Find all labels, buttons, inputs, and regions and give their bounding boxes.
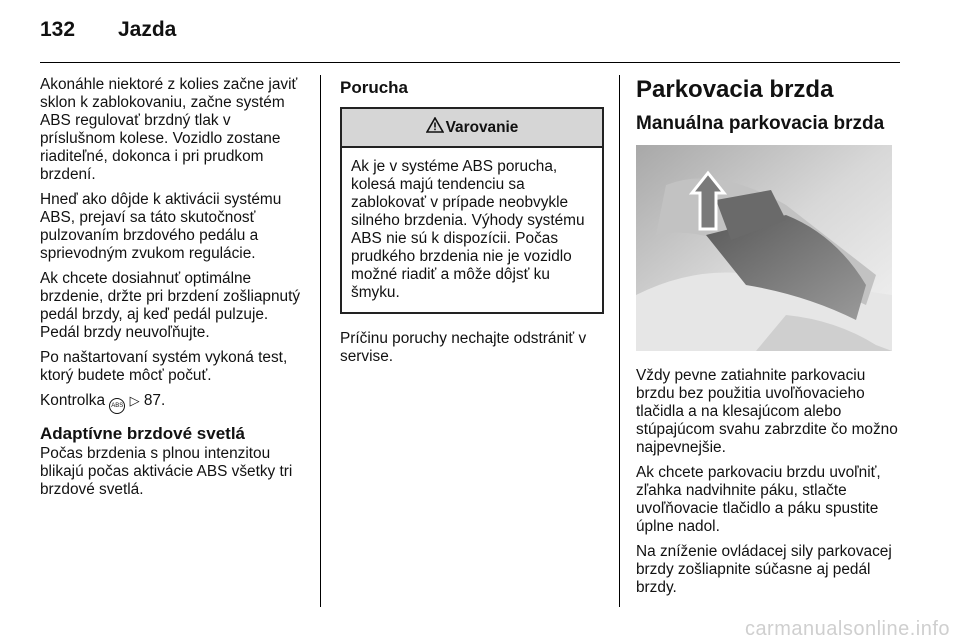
page-reference-arrow-icon: ▷ [129, 393, 140, 408]
warning-text: Ak je v systéme ABS porucha, kolesá majú tendenciu sa zablokovať v prípade neobvykle silného brzdenia. Výhody systému ABS nie sú k dispozícii. Počas prudkého brzdenia nie je vozidlo možné riadiť a môže dôjsť ku šmyku. [351, 158, 585, 301]
column-parking-brake [636, 76, 904, 604]
paragraph: Príčinu poruchy nechajte odstrániť v servise. [340, 330, 587, 365]
paragraph: Vždy pevne zatiahnite parkovaciu brzdu bez použitia uvoľňovacieho tlačidla a na klesajúcom alebo stúpajúcom svahu zabrzdite čo možno najpevnejšie. [636, 367, 898, 456]
paragraph: Hneď ako dôjde k aktivácii systému ABS, prejaví sa táto skutočnosť pulzovaním brzdového pedálu a sprievodným zvukom regulácie. [40, 191, 282, 262]
warning-triangle-icon [426, 117, 444, 138]
page-reference: 87. [143, 392, 166, 409]
heading-parking-brake: Parkovacia brzda [636, 76, 834, 103]
control-light-reference [40, 392, 306, 414]
column-fault [340, 76, 604, 366]
abs-warning-icon: ABS [109, 398, 125, 414]
watermark: carmanualsonline.info [744, 618, 950, 640]
column-abs [40, 76, 306, 506]
warning-box [340, 107, 604, 314]
column-divider-2 [619, 75, 620, 607]
header-rule [40, 62, 900, 63]
subheading-fault: Porucha [340, 78, 409, 97]
paragraph: Ak chcete parkovaciu brzdu uvoľniť, zľahka nadvihnite páku, stlačte uvoľňovacie tlačidlo a páku spustite úplne nadol. [636, 464, 881, 535]
paragraph: Po naštartovaní systém vykoná test, ktorý budete môcť počuť. [40, 349, 288, 384]
paragraph: Akonáhle niektoré z kolies začne javiť sklon k zablokovaniu, začne systém ABS regulovať brzdný tlak v príslušnom kolese. Vozidlo zostane riaditeľné, dokonca i pri prudkom brzdení. [40, 76, 298, 183]
section-title: Jazda [118, 18, 177, 41]
subheading-manual-parking-brake: Manuálna parkovacia brzda [636, 113, 885, 134]
paragraph: Na zníženie ovládacej sily parkovacej brzdy zošliapnite súčasne aj pedál brzdy. [636, 543, 892, 596]
page-number: 132 [40, 18, 76, 41]
warning-title: Varovanie [445, 118, 519, 136]
parking-brake-lever-photo [636, 145, 892, 351]
paragraph: Ak chcete dosiahnuť optimálne brzdenie, držte pri brzdení zošliapnutý pedál brzdy, aj keď pedál pulzuje. Pedál brzdy neuvoľňujte. [40, 270, 301, 341]
control-light-label: Kontrolka [40, 392, 106, 409]
paragraph: Počas brzdenia s plnou intenzitou blikajú počas aktivácie ABS všetky tri brzdové svetlá. [40, 445, 293, 498]
column-divider-1 [320, 75, 321, 607]
subheading-adaptive-brake-lights: Adaptívne brzdové svetlá [40, 424, 246, 443]
warning-header [342, 109, 602, 148]
